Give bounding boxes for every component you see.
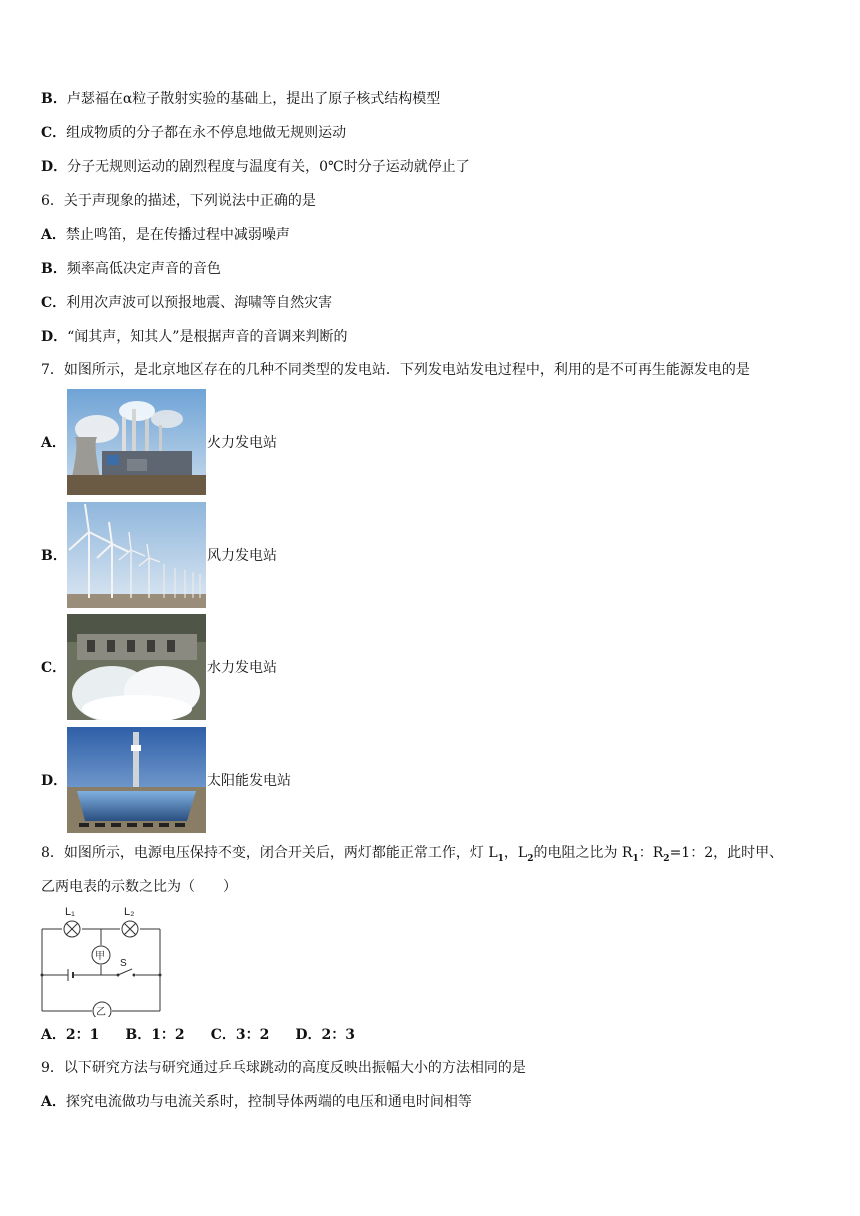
q8-answers bbox=[41, 1025, 381, 1045]
q7-option-b-text: 风力发电站 bbox=[207, 548, 277, 564]
q5-option-c-text: 组成物质的分子都在永不停息地做无规则运动 bbox=[66, 125, 347, 141]
q8-stem-line2: 乙两电表的示数之比为（ ） bbox=[41, 879, 237, 895]
q7-option-c-label: C． bbox=[41, 660, 67, 676]
q9-option-a bbox=[41, 1092, 472, 1112]
q5-option-d-text: 分子无规则运动的剧烈程度与温度有关，0℃时分子运动就停止了 bbox=[67, 159, 470, 175]
q8-answer-a: A．2：1 bbox=[41, 1027, 100, 1043]
q6-option-c-text: 利用次声波可以预报地震、海啸等自然灾害 bbox=[66, 295, 333, 311]
q8-answer-b: B．1：2 bbox=[125, 1027, 185, 1043]
q9-stem: 9．以下研究方法与研究通过乒乓球跳动的高度反映出振幅大小的方法相同的是 bbox=[41, 1060, 526, 1076]
q5-option-b-text: 卢瑟福在α粒子散射实验的基础上，提出了原子核式结构模型 bbox=[66, 91, 441, 107]
q9-option-a-label: A． bbox=[41, 1094, 66, 1110]
q7-option-d-label: D． bbox=[41, 773, 68, 789]
q8-stem-part2: ，L bbox=[503, 845, 528, 861]
q8-stem-part3: 的电阻之比为 R bbox=[533, 845, 633, 861]
wind-farm-photo bbox=[67, 502, 206, 608]
q8-sub-4: 2 bbox=[663, 853, 670, 864]
q6-option-a bbox=[41, 225, 290, 245]
q5-option-d bbox=[41, 157, 470, 177]
q6-option-b-label: B． bbox=[41, 261, 67, 277]
lamp-l2-label: L₂ bbox=[124, 906, 135, 918]
q7-option-d-text: 太阳能发电站 bbox=[207, 773, 291, 789]
q6-option-d bbox=[41, 327, 347, 347]
q8-sub-2: 2 bbox=[527, 853, 534, 864]
q8-answer-c: C．3：2 bbox=[210, 1027, 270, 1043]
q6-stem: 6．关于声现象的描述，下列说法中正确的是 bbox=[41, 193, 316, 209]
hydro-dam-photo bbox=[67, 614, 206, 720]
q6-option-a-text: 禁止鸣笛，是在传播过程中减弱噪声 bbox=[65, 227, 290, 243]
q7-option-c-text: 水力发电站 bbox=[207, 660, 277, 676]
switch-s-label: S bbox=[120, 958, 127, 969]
q7-stem: 7．如图所示，是北京地区存在的几种不同类型的发电站．下列发电站发电过程中，利用的是不可再生能源发电的是 bbox=[41, 362, 750, 378]
q5-option-b-label: B． bbox=[41, 91, 67, 107]
q7-option-a-text: 火力发电站 bbox=[207, 435, 277, 451]
q6-option-d-label: D． bbox=[41, 329, 68, 345]
q8-answer-d: D．2：3 bbox=[295, 1027, 355, 1043]
q6-option-a-label: A． bbox=[41, 227, 66, 243]
q6-option-d-text: “闻其声，知其人”是根据声音的音调来判断的 bbox=[67, 329, 348, 345]
q6-option-c-label: C． bbox=[41, 295, 67, 311]
q6-option-b-text: 频率高低决定声音的音色 bbox=[66, 261, 221, 277]
q8-stem-part1: 8．如图所示，电源电压保持不变，闭合开关后，两灯都能正常工作，灯 L bbox=[41, 845, 498, 861]
q8-sub-1: 1 bbox=[497, 853, 504, 864]
lamp-l1-label: L₁ bbox=[65, 906, 75, 918]
q7-option-b-label: B． bbox=[41, 548, 67, 564]
q9-option-a-text: 探究电流做功与电流关系时，控制导体两端的电压和通电时间相等 bbox=[65, 1094, 472, 1110]
solar-tower-photo bbox=[67, 727, 206, 833]
q5-option-d-label: D． bbox=[41, 159, 68, 175]
q6-option-b bbox=[41, 259, 221, 279]
thermal-power-plant-photo bbox=[67, 389, 206, 495]
q5-option-c-label: C． bbox=[41, 125, 67, 141]
q8-stem-part5: =1：2，此时甲、 bbox=[669, 845, 784, 861]
circuit-diagram bbox=[38, 903, 168, 1017]
q8-sub-3: 1 bbox=[632, 853, 639, 864]
q5-option-c bbox=[41, 123, 346, 143]
q8-stem-line1 bbox=[41, 843, 783, 869]
q8-stem-part4: ：R bbox=[638, 845, 664, 861]
q6-option-c bbox=[41, 293, 332, 313]
q5-option-b bbox=[41, 89, 440, 109]
q7-option-a-label: A． bbox=[41, 435, 66, 451]
meter-jia-label: 甲 bbox=[95, 951, 105, 962]
meter-yi-label: 乙 bbox=[96, 1007, 106, 1017]
